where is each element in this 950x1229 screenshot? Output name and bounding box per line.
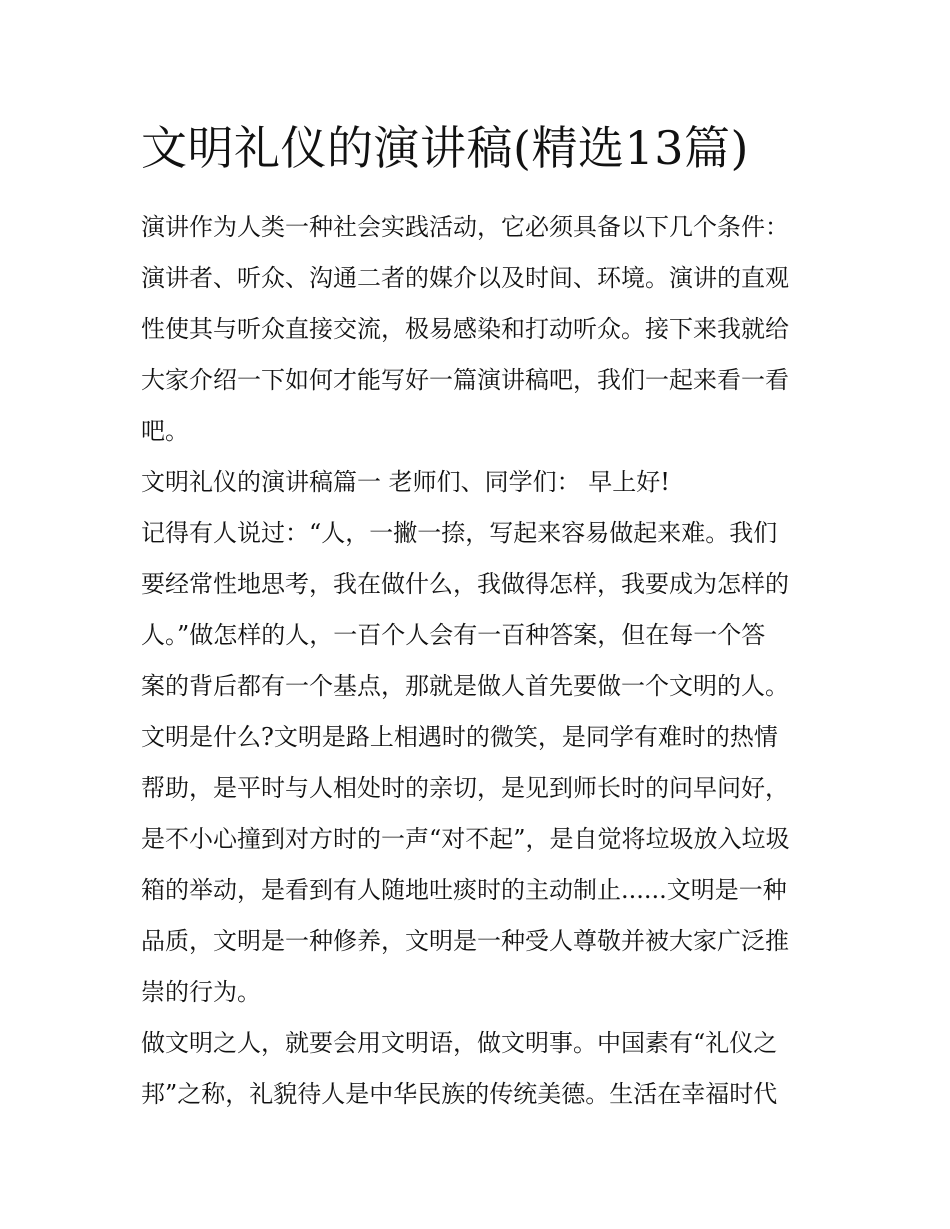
text-line: 帮助，是平时与人相处时的亲切，是见到师长时的问早问好，	[141, 774, 789, 802]
text-line: 要经常性地思考，我在做什么，我做得怎样，我要成为怎样的	[141, 570, 789, 598]
paragraph-intro	[141, 202, 821, 457]
text-line: 品质，文明是一种修养，文明是一种受人尊敬并被大家广泛推	[141, 927, 789, 955]
text-line: 文明礼仪的演讲稿篇一 老师们、同学们： 早上好!	[141, 468, 670, 496]
text-line: 记得有人说过：“人，一撇一捺，写起来容易做起来难。我们	[141, 519, 778, 547]
text-line: 是不小心撞到对方时的一声“对不起”，是自觉将垃圾放入垃圾	[141, 825, 790, 853]
text-line: 箱的举动，是看到有人随地吐痰时的主动制止......文明是一种	[141, 876, 787, 904]
text-line: 性使其与听众直接交流，极易感染和打动听众。接下来我就给	[141, 315, 789, 343]
document-title: 文明礼仪的演讲稿(精选13篇)	[141, 121, 749, 175]
text-line: 案的背后都有一个基点，那就是做人首先要做一个文明的人。	[141, 672, 789, 700]
document-body	[141, 112, 821, 1120]
text-line: 人。”做怎样的人，一百个人会有一百种答案，但在每一个答	[141, 621, 766, 649]
paragraph-body-2	[141, 1018, 821, 1120]
text-line: 演讲者、听众、沟通二者的媒介以及时间、环境。演讲的直观	[141, 264, 789, 292]
text-line: 大家介绍一下如何才能写好一篇演讲稿吧，我们一起来看一看	[141, 366, 789, 394]
paragraph-heading-1	[141, 457, 821, 508]
text-line: 做文明之人，就要会用文明语，做文明事。中国素有“礼仪之	[141, 1029, 778, 1057]
text-line: 吧。	[141, 417, 189, 445]
text-line: 崇的行为。	[141, 978, 261, 1006]
text-line: 文明是什么?文明是路上相遇时的微笑，是同学有难时的热情	[141, 723, 778, 751]
text-line: 演讲作为人类一种社会实践活动，它必须具备以下几个条件：	[141, 213, 789, 241]
text-line: 邦”之称，礼貌待人是中华民族的传统美德。生活在幸福时代	[141, 1080, 778, 1108]
paragraph-body-1	[141, 508, 821, 1018]
